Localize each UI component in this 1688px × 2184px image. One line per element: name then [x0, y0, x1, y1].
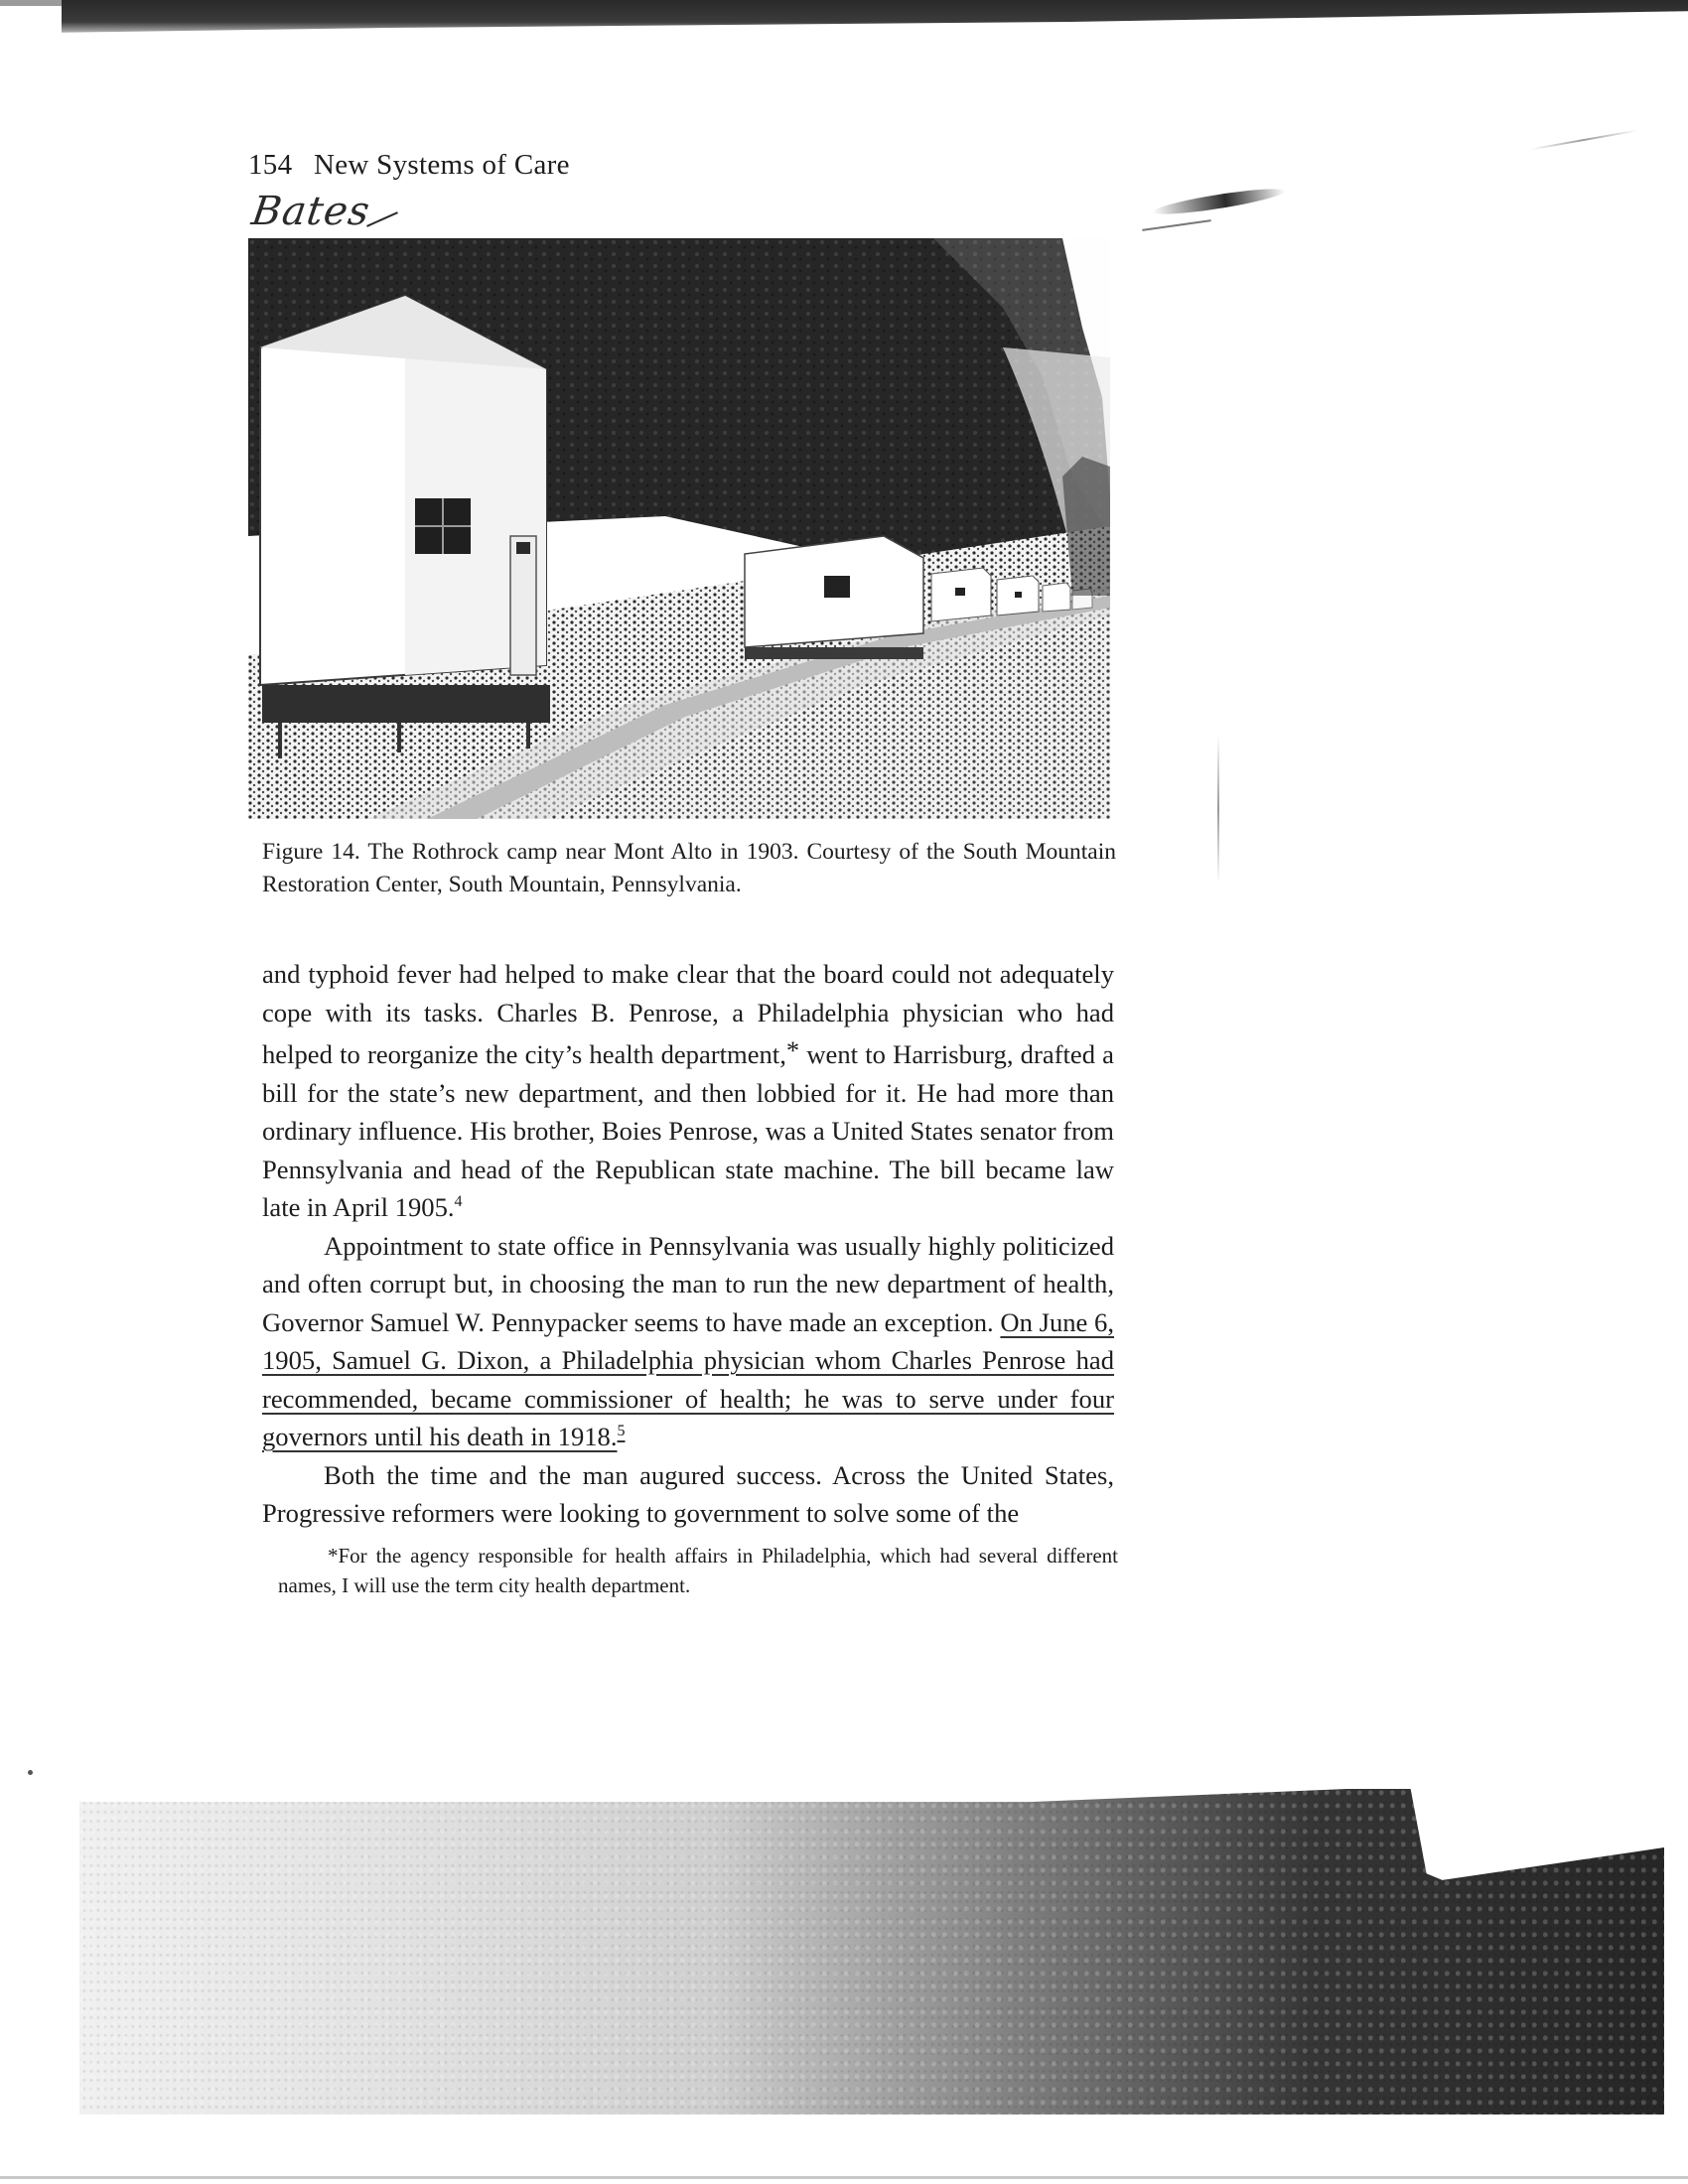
scan-edge-mark	[0, 0, 62, 6]
running-head	[248, 149, 570, 182]
paragraph-1: and typhoid fever had helped to make clear that the board could not adequately cope with its tasks. Charles B. Penrose, a Philadelphia physician who had helped to reorganize the city’s health department,* went to Harrisburg, drafted a bill for the state’s new department, and then lobbied for it. He had more than ordinary influence. His brother, Boies Penrose, was a United States senator from Pennsylvania and head of the Republican state machine. The bill became law late in April 1905.$^4$	[262, 959, 1114, 1222]
scan-faint-mark	[1530, 129, 1638, 150]
scan-vertical-mark	[1217, 735, 1219, 884]
endnote-ref: 4	[454, 1193, 463, 1211]
page-number: 154	[248, 149, 293, 181]
paragraph-3: Both the time and the man augured success. Across the United States, Progressive reformers were looking to government to solve some of the	[262, 1459, 1114, 1528]
underlined-passage: On June 6, 1905, Samuel G. Dixon, a Philadelphia physician whom Charles Penrose had recommended, became commissioner of health; he was to serve under four governors until his death in 1918.	[262, 1306, 1114, 1451]
scan-streak-line	[1142, 219, 1211, 231]
endnote-ref: 5	[617, 1423, 626, 1440]
footnote-text: For the agency responsible for health affairs in Philadelphia, which had several different names, I will use the term city health department.	[278, 1544, 1118, 1597]
figure-photo	[248, 238, 1110, 819]
figure-caption: Figure 14. The Rothrock camp near Mont Alto in 1903. Courtesy of the South Mountain Restoration Center, South Mountain, Pennsylvania.	[262, 839, 1116, 897]
footnote-marker: *	[785, 1035, 800, 1065]
paragraph-2: Appointment to state office in Pennsylvania was usually highly politicized and often corrupt but, in choosing the man to run the new department of health, Governor Samuel W. Pennypacker seems to have made an exception. On June 6, 1905, Samuel G. Dixon, a Philadelphia physician whom Charles Penrose had recommended, became commissioner of health; he was to serve under four governors until his death in 1918.$^5$	[262, 1230, 1114, 1451]
body-text	[262, 955, 1114, 1533]
footnote	[278, 1541, 1118, 1600]
scan-streak	[1152, 185, 1287, 219]
running-title: New Systems of Care	[313, 149, 570, 181]
scan-bottom-edge	[0, 2176, 1688, 2179]
handwritten-stroke	[366, 211, 398, 227]
scan-bottom-noise	[79, 1789, 1664, 2115]
footnote-marker: *	[328, 1544, 339, 1568]
scan-top-shadow	[62, 0, 1688, 40]
scan-speck	[28, 1770, 33, 1775]
handwritten-note: Bates	[248, 189, 373, 234]
